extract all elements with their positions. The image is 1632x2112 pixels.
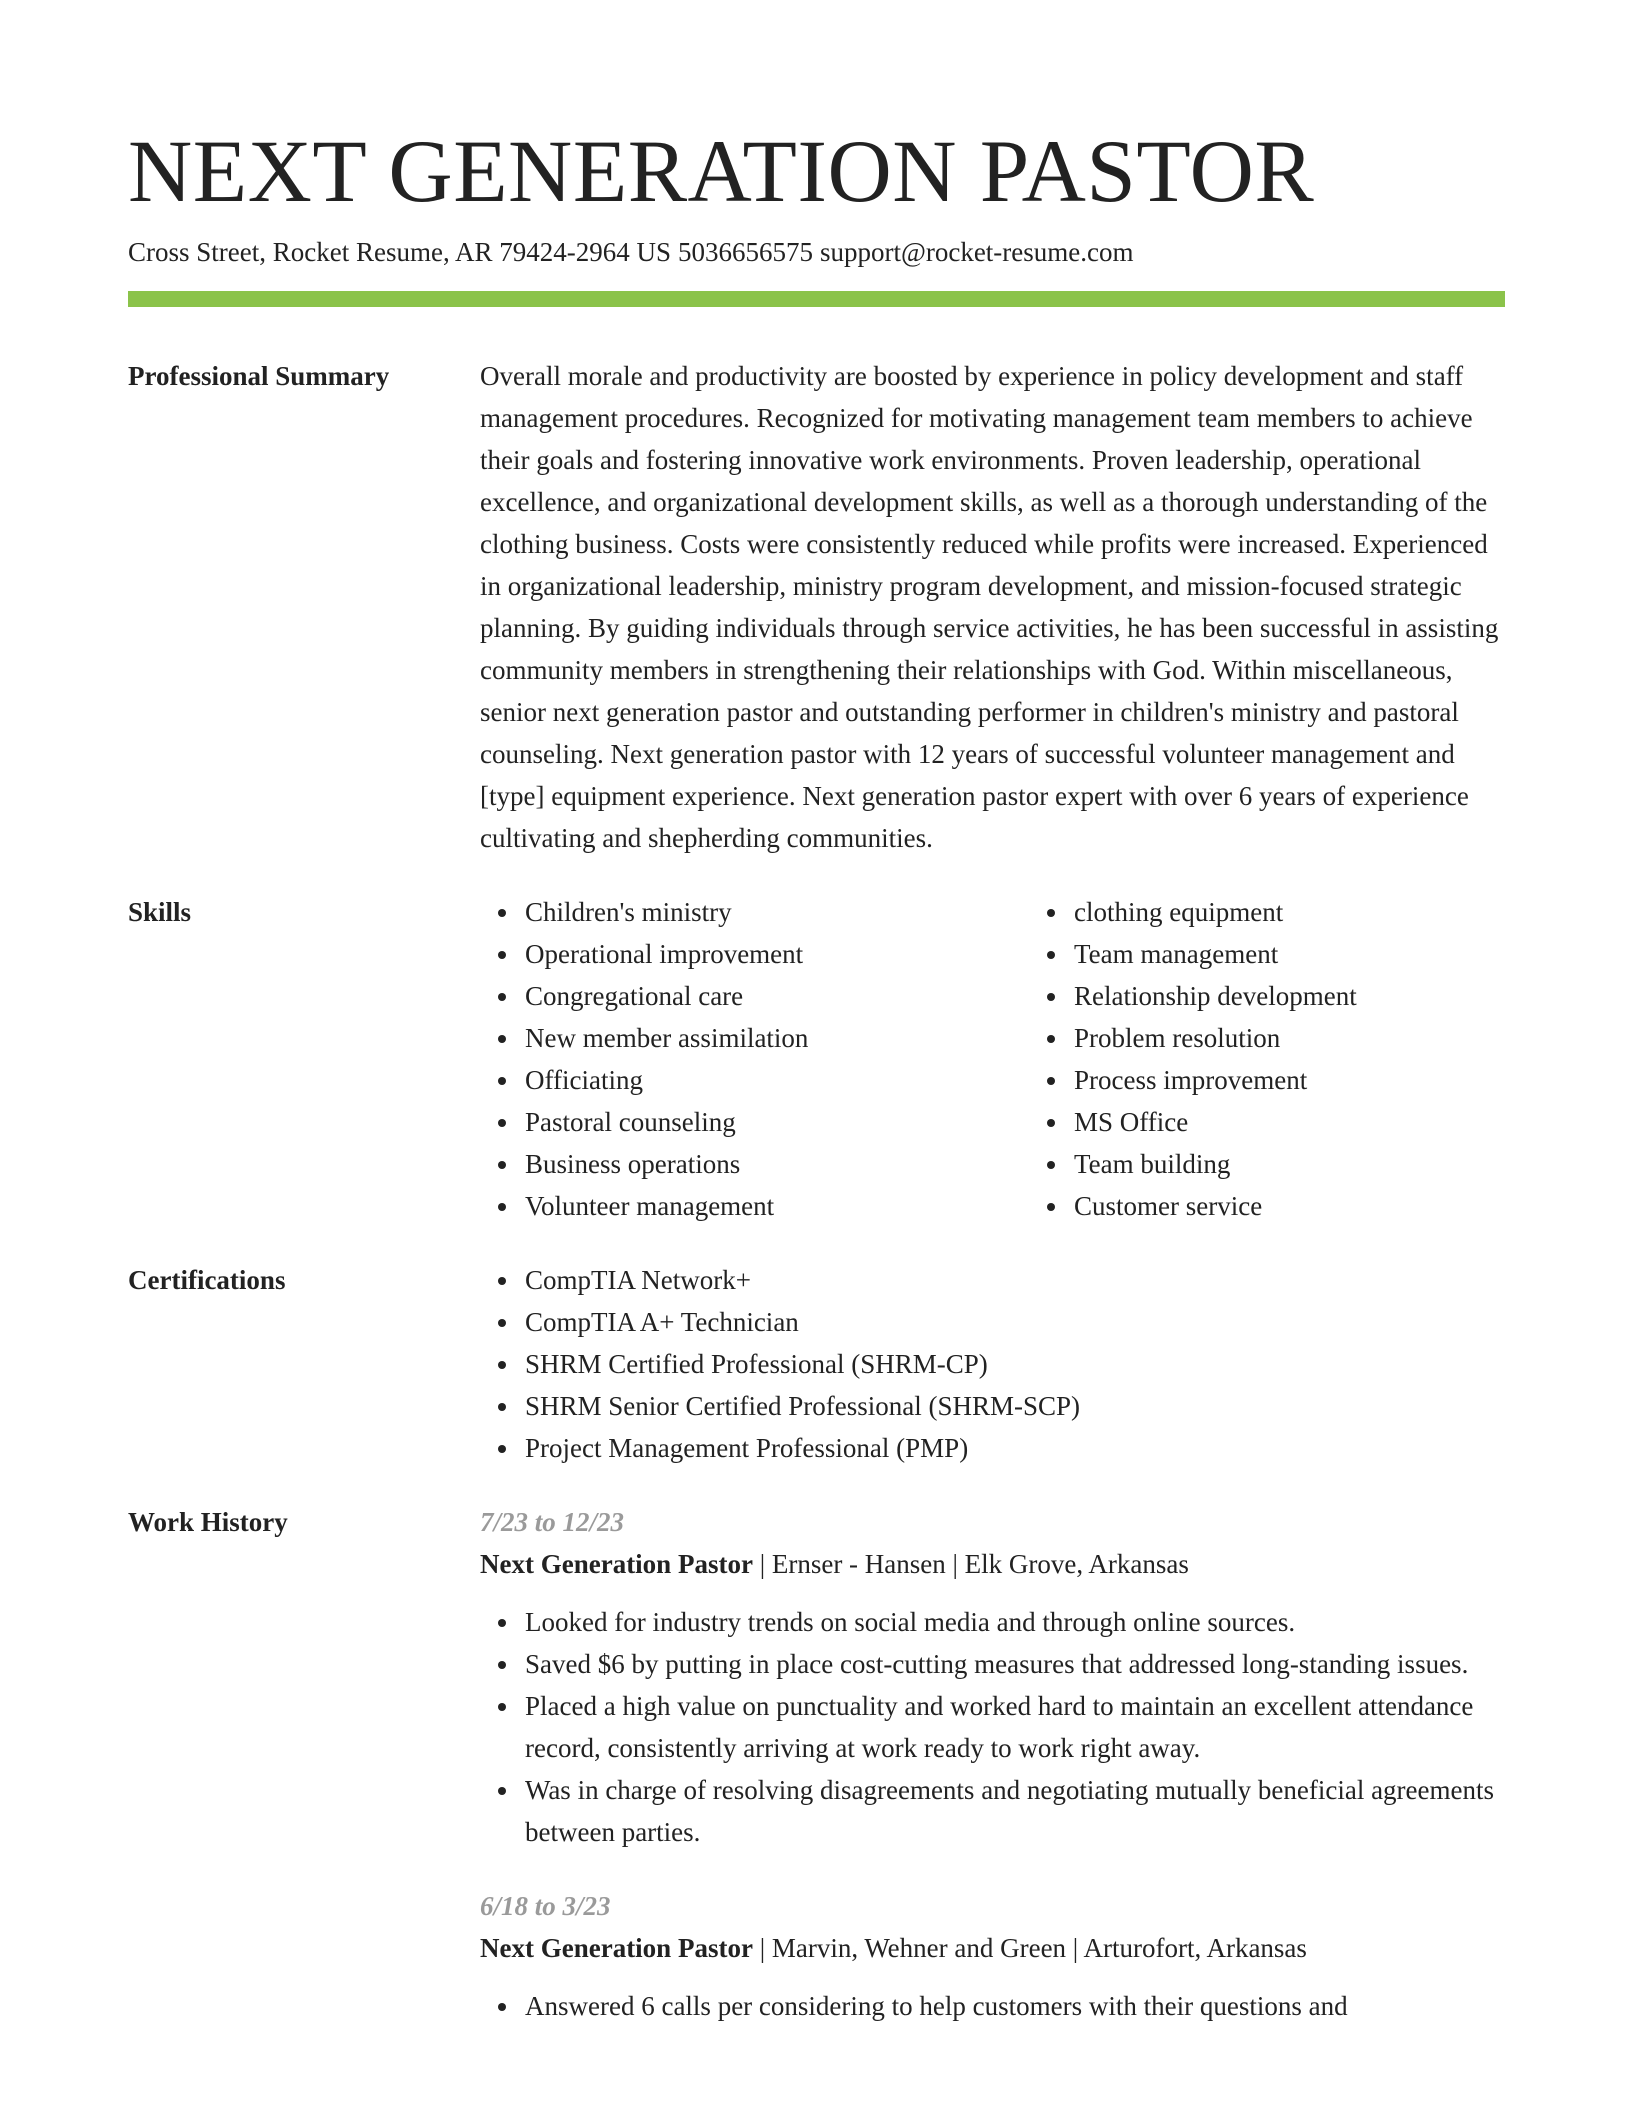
work-history-section — [128, 1501, 1505, 2027]
job-title: Next Generation Pastor — [480, 1549, 753, 1579]
skill-item: Business operations — [525, 1143, 1029, 1185]
section-label-work-history: Work History — [128, 1507, 288, 1537]
contact-line — [128, 234, 1505, 270]
job-bullet: Was in charge of resolving disagreements and negotiating mutually beneficial agreements between parties. — [525, 1769, 1505, 1853]
resume-name: NEXT GENERATION PASTOR — [128, 123, 1315, 221]
job-entry — [480, 1501, 1505, 1853]
skill-item: Congregational care — [525, 975, 1029, 1017]
skills-section — [128, 891, 1505, 1227]
skill-item: Team building — [1074, 1143, 1357, 1185]
job-dates: 6/18 to 3/23 — [480, 1891, 611, 1921]
skill-item: Problem resolution — [1074, 1017, 1357, 1059]
certification-item: CompTIA Network+ — [525, 1259, 1505, 1301]
job-bullet: Placed a high value on punctuality and worked hard to maintain an excellent attendance record, consistently arriving at work ready to work right away. — [525, 1685, 1505, 1769]
job-heading — [480, 1927, 1505, 1969]
skill-item: Relationship development — [1074, 975, 1357, 1017]
summary-section — [128, 355, 1505, 859]
job-bullet: Saved $6 by putting in place cost-cutting measures that addressed long-standing issues. — [525, 1643, 1505, 1685]
job-bullet: Looked for industry trends on social media and through online sources. — [525, 1601, 1505, 1643]
skills-list-right — [1029, 891, 1357, 1227]
job-entry — [480, 1885, 1505, 2027]
skill-item: Operational improvement — [525, 933, 1029, 975]
job-dates: 7/23 to 12/23 — [480, 1507, 625, 1537]
skill-item: Officiating — [525, 1059, 1029, 1101]
job-employer-location: | Ernser - Hansen | Elk Grove, Arkansas — [752, 1549, 1189, 1579]
skill-item: Customer service — [1074, 1185, 1357, 1227]
section-label-summary: Professional Summary — [128, 361, 390, 391]
contact-phone: 5036656575 — [677, 237, 813, 267]
skill-item: Children's ministry — [525, 891, 1029, 933]
summary-text: Overall morale and productivity are boosted by experience in policy development and staff management procedures. Recognized for motivating management team members to achieve their goals and fostering innovative work environments. Proven leadership, operational excellence, and organizational development skills, as well as a thorough understanding of the clothing business. Costs were consistently reduced while profits were increased. Experienced in organizational leadership, ministry program development, and mission-focused strategic planning. By guiding individuals through service activities, he has been successful in assisting community members in strengthening their relationships with God. Within miscellaneous, senior next generation pastor and outstanding performer in children's ministry and pastoral counseling. Next generation pastor with 12 years of successful volunteer management and [type] equipment experience. Next generation pastor expert with over 6 years of experience cultivating and shepherding communities. — [480, 361, 1499, 853]
header-accent-rule — [128, 291, 1505, 307]
work-history-content — [480, 1501, 1505, 2027]
job-employer-location: | Marvin, Wehner and Green | Arturofort, Arkansas — [752, 1933, 1307, 1963]
skill-item: MS Office — [1074, 1101, 1357, 1143]
certification-item: Project Management Professional (PMP) — [525, 1427, 1505, 1469]
contact-email: support@rocket-resume.com — [819, 237, 1134, 267]
skill-item: clothing equipment — [1074, 891, 1357, 933]
job-title: Next Generation Pastor — [480, 1933, 753, 1963]
certification-item: SHRM Senior Certified Professional (SHRM-SCP) — [525, 1385, 1505, 1427]
skill-item: Team management — [1074, 933, 1357, 975]
skills-list-left — [480, 891, 1029, 1227]
skill-item: Process improvement — [1074, 1059, 1357, 1101]
job-heading — [480, 1543, 1505, 1585]
contact-address: Cross Street, Rocket Resume, AR 79424-2964 US — [128, 237, 671, 267]
skill-item: Pastoral counseling — [525, 1101, 1029, 1143]
skill-item: Volunteer management — [525, 1185, 1029, 1227]
certifications-content — [480, 1259, 1505, 1469]
job-bullet: Answered 6 calls per considering to help customers with their questions and — [525, 1985, 1505, 2027]
job-bullets — [480, 1985, 1505, 2027]
certification-item: CompTIA A+ Technician — [525, 1301, 1505, 1343]
section-label-skills: Skills — [128, 897, 192, 927]
skills-grid — [480, 891, 1505, 1227]
job-bullets — [480, 1601, 1505, 1853]
skill-item: New member assimilation — [525, 1017, 1029, 1059]
certifications-list — [480, 1259, 1505, 1469]
section-label-certifications: Certifications — [128, 1265, 286, 1295]
certification-item: SHRM Certified Professional (SHRM-CP) — [525, 1343, 1505, 1385]
certifications-section — [128, 1259, 1505, 1469]
